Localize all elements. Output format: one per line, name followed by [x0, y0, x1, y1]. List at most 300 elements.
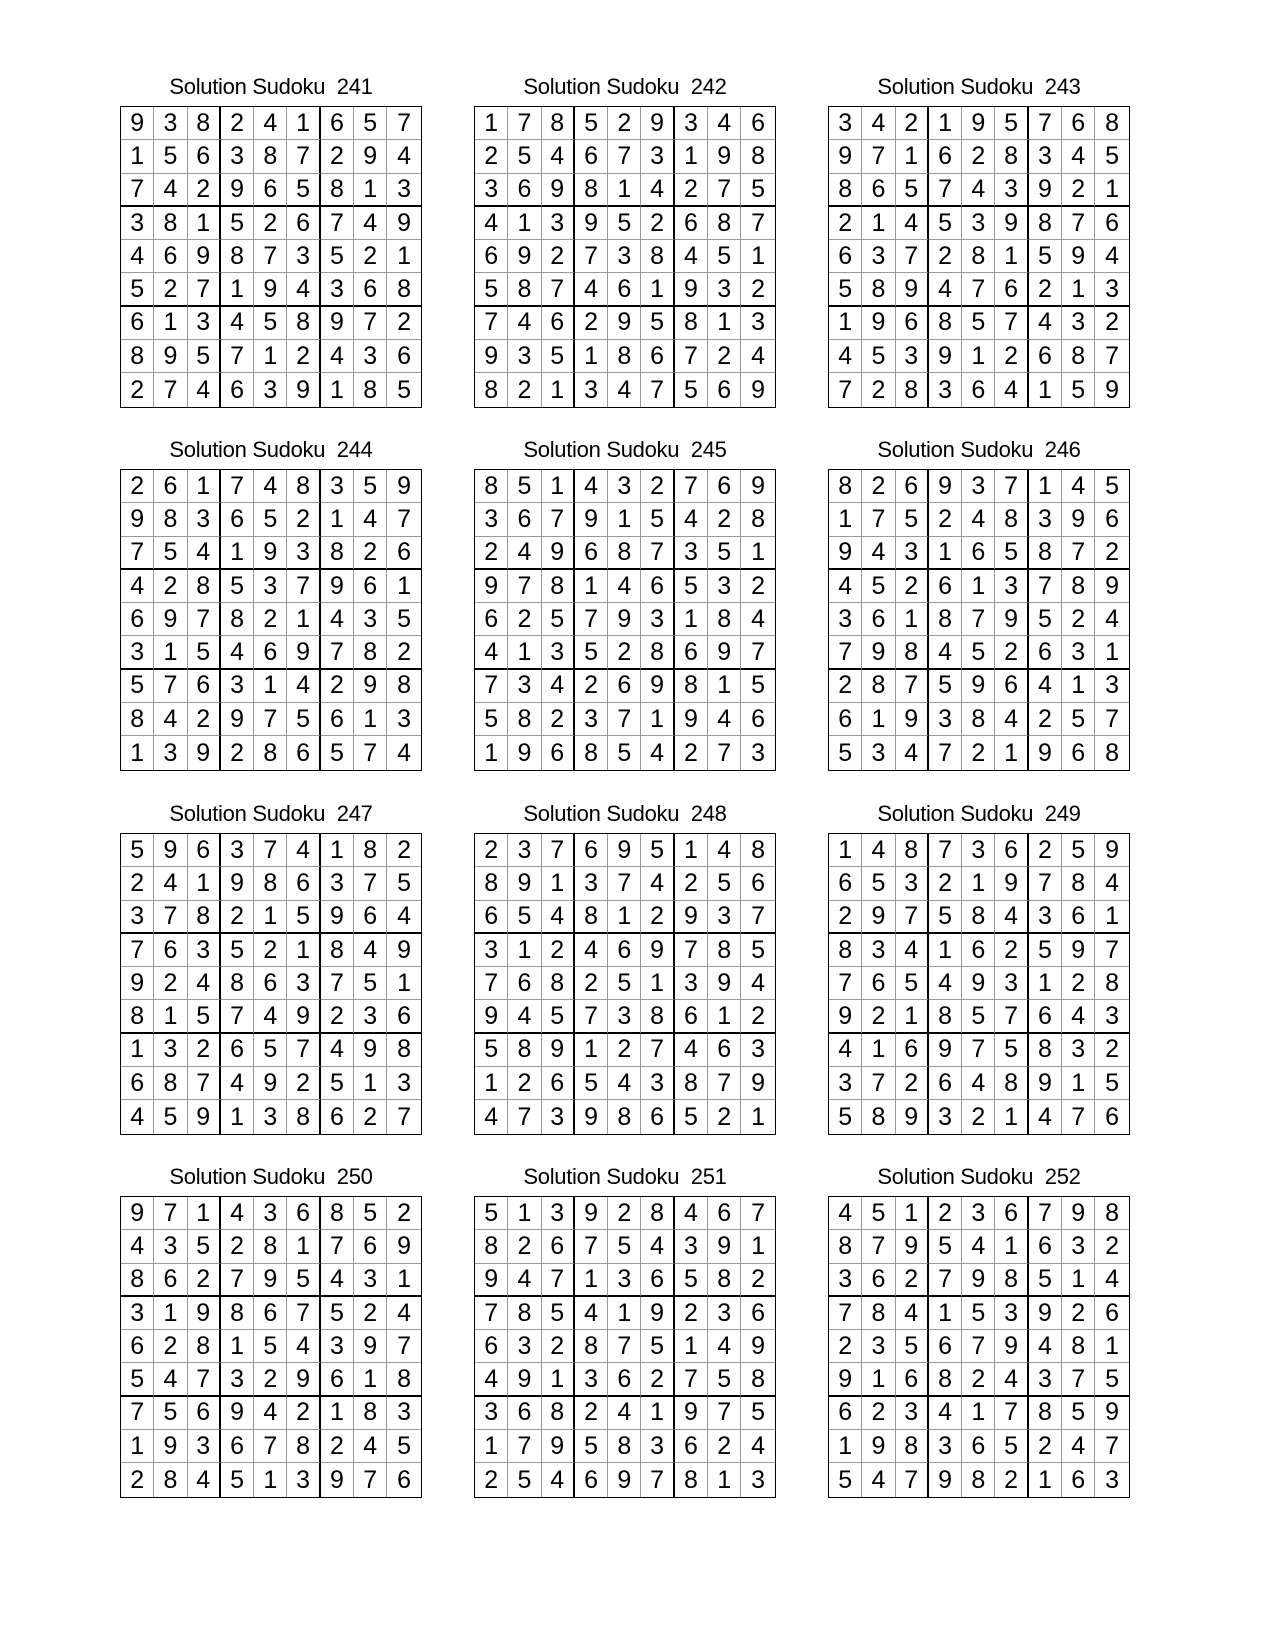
- grid-cell: 1: [387, 240, 420, 273]
- grid-cell: 1: [862, 207, 895, 240]
- grid-cell: 1: [741, 537, 774, 570]
- grid-cell: 4: [354, 934, 387, 967]
- grid-cell: 1: [542, 373, 575, 406]
- grid-cell: 2: [321, 140, 354, 173]
- puzzle-title: Solution Sudoku 247: [169, 801, 373, 826]
- grid-cell: 3: [287, 1463, 320, 1496]
- grid-cell: 7: [287, 140, 320, 173]
- grid-cell: 3: [287, 537, 320, 570]
- grid-cell: 2: [741, 570, 774, 603]
- grid-cell: 1: [608, 503, 641, 536]
- grid-cell: 1: [221, 537, 254, 570]
- grid-cell: 2: [896, 1264, 929, 1297]
- grid-cell: 1: [962, 570, 995, 603]
- grid-cell: 4: [829, 570, 862, 603]
- grid-cell: 7: [995, 307, 1028, 340]
- grid-cell: 1: [154, 636, 187, 669]
- grid-cell: 4: [1095, 1264, 1128, 1297]
- grid-cell: 4: [641, 174, 674, 207]
- grid-cell: 2: [1095, 537, 1128, 570]
- grid-cell: 4: [962, 503, 995, 536]
- grid-cell: 5: [608, 207, 641, 240]
- grid-cell: 3: [829, 603, 862, 636]
- grid-cell: 1: [929, 1297, 962, 1330]
- grid-cell: 9: [287, 636, 320, 669]
- puzzle-title: Solution Sudoku 251: [523, 1164, 727, 1189]
- grid-cell: 8: [929, 603, 962, 636]
- grid-cell: 4: [741, 1430, 774, 1463]
- grid-cell: 9: [929, 1463, 962, 1496]
- grid-cell: 3: [608, 470, 641, 503]
- grid-cell: 1: [929, 934, 962, 967]
- grid-cell: 5: [542, 340, 575, 373]
- grid-cell: 9: [896, 703, 929, 736]
- grid-cell: 3: [354, 340, 387, 373]
- grid-cell: 1: [708, 670, 741, 703]
- grid-cell: 6: [1029, 636, 1062, 669]
- grid-cell: 5: [708, 537, 741, 570]
- grid-cell: 3: [929, 1430, 962, 1463]
- grid-cell: 4: [221, 1197, 254, 1230]
- grid-cell: 2: [508, 1067, 541, 1100]
- grid-cell: 4: [542, 1463, 575, 1496]
- grid-cell: 4: [1095, 240, 1128, 273]
- grid-cell: 6: [1029, 340, 1062, 373]
- grid-cell: 6: [1062, 736, 1095, 769]
- grid-cell: 8: [1095, 107, 1128, 140]
- grid-cell: 7: [675, 340, 708, 373]
- grid-cell: 5: [221, 570, 254, 603]
- grid-cell: 7: [1029, 867, 1062, 900]
- grid-cell: 6: [287, 207, 320, 240]
- grid-cell: 3: [121, 636, 154, 669]
- grid-cell: 5: [221, 1463, 254, 1496]
- grid-cell: 8: [1029, 1397, 1062, 1430]
- grid-cell: 1: [862, 703, 895, 736]
- grid-cell: 2: [641, 207, 674, 240]
- grid-cell: 2: [188, 1034, 221, 1067]
- grid-cell: 6: [862, 603, 895, 636]
- grid-cell: 2: [1062, 603, 1095, 636]
- grid-cell: 5: [475, 273, 508, 306]
- grid-cell: 4: [1095, 603, 1128, 636]
- grid-cell: 8: [1062, 340, 1095, 373]
- grid-cell: 2: [254, 207, 287, 240]
- grid-cell: 3: [896, 340, 929, 373]
- grid-cell: 2: [708, 1430, 741, 1463]
- grid-cell: 8: [287, 1430, 320, 1463]
- grid-cell: 3: [154, 736, 187, 769]
- grid-cell: 3: [188, 1430, 221, 1463]
- grid-cell: 6: [575, 537, 608, 570]
- grid-cell: 5: [862, 570, 895, 603]
- grid-cell: 8: [188, 901, 221, 934]
- grid-cell: 6: [829, 867, 862, 900]
- grid-cell: 7: [1095, 934, 1128, 967]
- grid-cell: 9: [608, 307, 641, 340]
- grid-cell: 5: [675, 1100, 708, 1133]
- grid-cell: 2: [287, 1397, 320, 1430]
- grid-cell: 8: [321, 934, 354, 967]
- grid-cell: 3: [575, 867, 608, 900]
- grid-cell: 4: [354, 1430, 387, 1463]
- grid-cell: 8: [675, 1067, 708, 1100]
- grid-cell: 5: [254, 1034, 287, 1067]
- grid-cell: 9: [962, 967, 995, 1000]
- grid-cell: 4: [862, 834, 895, 867]
- grid-cell: 9: [896, 273, 929, 306]
- grid-cell: 6: [475, 901, 508, 934]
- grid-cell: 6: [475, 240, 508, 273]
- grid-cell: 4: [962, 1067, 995, 1100]
- grid-cell: 1: [188, 1197, 221, 1230]
- grid-cell: 5: [829, 1100, 862, 1133]
- grid-cell: 3: [542, 636, 575, 669]
- grid-cell: 5: [708, 867, 741, 900]
- grid-cell: 3: [542, 1100, 575, 1133]
- grid-cell: 2: [542, 240, 575, 273]
- grid-cell: 9: [154, 340, 187, 373]
- sudoku-grid: [474, 469, 776, 771]
- grid-cell: 6: [741, 867, 774, 900]
- grid-cell: 8: [1105, 738, 1119, 767]
- grid-cell: 7: [675, 934, 708, 967]
- grid-cell: 7: [862, 1230, 895, 1263]
- grid-cell: 7: [221, 1264, 254, 1297]
- grid-cell: 8: [387, 1034, 420, 1067]
- grid-cell: 1: [321, 834, 354, 867]
- grid-cell: 1: [608, 1297, 641, 1330]
- grid-cell: 8: [962, 703, 995, 736]
- grid-cell: 1: [829, 503, 862, 536]
- grid-cell: 4: [575, 1297, 608, 1330]
- grid-cell: 2: [287, 1067, 320, 1100]
- grid-cell: 2: [387, 834, 420, 867]
- grid-cell: 2: [188, 174, 221, 207]
- grid-cell: 9: [741, 470, 774, 503]
- grid-cell: 4: [508, 537, 541, 570]
- grid-cell: 8: [829, 174, 862, 207]
- grid-cell: 2: [1029, 273, 1062, 306]
- grid-cell: 1: [354, 174, 387, 207]
- grid-cell: 9: [675, 901, 708, 934]
- grid-cell: 5: [929, 901, 962, 934]
- grid-cell: 1: [121, 736, 154, 769]
- grid-cell: 1: [287, 603, 320, 636]
- grid-cell: 9: [188, 1297, 221, 1330]
- grid-cell: 1: [1095, 636, 1128, 669]
- grid-cell: 1: [641, 273, 674, 306]
- grid-cell: 9: [995, 1330, 1028, 1363]
- grid-cell: 4: [675, 1034, 708, 1067]
- grid-cell: 4: [929, 967, 962, 1000]
- grid-cell: 5: [962, 307, 995, 340]
- grid-cell: 8: [188, 107, 221, 140]
- grid-cell: 9: [608, 1463, 641, 1496]
- grid-cell: 9: [995, 207, 1028, 240]
- grid-cell: 7: [397, 1102, 411, 1131]
- grid-cell: 1: [475, 107, 508, 140]
- grid-cell: 6: [188, 670, 221, 703]
- grid-cell: 9: [575, 503, 608, 536]
- grid-cell: 2: [387, 307, 420, 340]
- grid-cell: 3: [354, 1000, 387, 1033]
- grid-cell: 5: [641, 503, 674, 536]
- grid-cell: 6: [287, 736, 320, 769]
- grid-cell: 8: [475, 373, 508, 406]
- grid-cell: 2: [608, 1034, 641, 1067]
- grid-cell: 4: [188, 373, 221, 406]
- grid-cell: 1: [575, 1264, 608, 1297]
- grid-cell: 4: [1029, 670, 1062, 703]
- sudoku-grid: [474, 106, 776, 408]
- grid-cell: 1: [475, 736, 508, 769]
- grid-cell: 9: [154, 603, 187, 636]
- grid-cell: 1: [995, 736, 1028, 769]
- grid-cell: 4: [608, 1397, 641, 1430]
- grid-cell: 6: [829, 1397, 862, 1430]
- grid-cell: 3: [154, 107, 187, 140]
- grid-cell: 8: [995, 140, 1028, 173]
- grid-cell: 6: [354, 570, 387, 603]
- grid-cell: 5: [287, 703, 320, 736]
- grid-cell: 1: [221, 1100, 254, 1133]
- grid-cell: 3: [188, 503, 221, 536]
- grid-cell: 6: [741, 107, 774, 140]
- grid-cell: 7: [641, 373, 674, 406]
- grid-cell: 8: [354, 373, 387, 406]
- grid-cell: 4: [397, 738, 411, 767]
- grid-cell: 2: [962, 1363, 995, 1396]
- grid-cell: 2: [121, 867, 154, 900]
- grid-cell: 3: [608, 1264, 641, 1297]
- grid-cell: 4: [221, 307, 254, 340]
- grid-cell: 7: [188, 603, 221, 636]
- grid-cell: 9: [829, 537, 862, 570]
- grid-cell: 6: [221, 503, 254, 536]
- grid-cell: 9: [896, 1100, 929, 1133]
- grid-cell: 8: [254, 867, 287, 900]
- sudoku-solution-12: [828, 1164, 1130, 1498]
- grid-cell: 4: [121, 1100, 154, 1133]
- grid-cell: 7: [675, 1363, 708, 1396]
- grid-cell: 2: [675, 1297, 708, 1330]
- grid-cell: 4: [829, 340, 862, 373]
- grid-cell: 5: [321, 736, 354, 769]
- grid-cell: 1: [287, 934, 320, 967]
- grid-cell: 4: [188, 1463, 221, 1496]
- grid-cell: 1: [254, 670, 287, 703]
- grid-cell: 3: [575, 1363, 608, 1396]
- grid-cell: 3: [475, 934, 508, 967]
- grid-cell: 4: [254, 1000, 287, 1033]
- grid-cell: 7: [575, 240, 608, 273]
- grid-cell: 6: [929, 1067, 962, 1100]
- grid-cell: 8: [1062, 867, 1095, 900]
- grid-cell: 5: [862, 1197, 895, 1230]
- grid-cell: 6: [121, 307, 154, 340]
- grid-cell: 9: [508, 867, 541, 900]
- grid-cell: 7: [1095, 703, 1128, 736]
- grid-cell: 5: [354, 967, 387, 1000]
- grid-cell: 4: [708, 1330, 741, 1363]
- grid-cell: 7: [154, 1197, 187, 1230]
- grid-cell: 9: [995, 603, 1028, 636]
- sudoku-grid: [474, 833, 776, 1135]
- grid-cell: 2: [1029, 1430, 1062, 1463]
- grid-cell: 7: [708, 174, 741, 207]
- puzzle-title: Solution Sudoku 243: [877, 74, 1081, 99]
- grid-cell: 7: [829, 967, 862, 1000]
- grid-cell: 9: [929, 470, 962, 503]
- grid-cell: 2: [542, 703, 575, 736]
- grid-cell: 8: [354, 1397, 387, 1430]
- grid-cell: 2: [354, 240, 387, 273]
- grid-cell: 2: [575, 967, 608, 1000]
- grid-cell: 1: [641, 967, 674, 1000]
- grid-cell: 2: [154, 967, 187, 1000]
- grid-cell: 4: [708, 703, 741, 736]
- grid-cell: 6: [641, 1264, 674, 1297]
- grid-cell: 8: [896, 834, 929, 867]
- grid-cell: 6: [542, 736, 575, 769]
- sudoku-solution-3: [828, 74, 1130, 408]
- puzzle-title: Solution Sudoku 245: [523, 437, 727, 462]
- grid-cell: 2: [1062, 967, 1095, 1000]
- grid-cell: 4: [321, 340, 354, 373]
- grid-cell: 7: [641, 1463, 674, 1496]
- grid-cell: 3: [708, 1297, 741, 1330]
- grid-cell: 5: [154, 1397, 187, 1430]
- grid-cell: 1: [995, 1100, 1028, 1133]
- grid-cell: 3: [995, 570, 1028, 603]
- grid-cell: 3: [475, 174, 508, 207]
- grid-cell: 3: [641, 140, 674, 173]
- grid-cell: 5: [929, 207, 962, 240]
- grid-cell: 6: [387, 340, 420, 373]
- grid-cell: 4: [254, 1397, 287, 1430]
- grid-cell: 4: [508, 307, 541, 340]
- grid-cell: 4: [1062, 1430, 1095, 1463]
- grid-cell: 7: [575, 1230, 608, 1263]
- grid-cell: 4: [1062, 1000, 1095, 1033]
- grid-cell: 8: [121, 340, 154, 373]
- grid-cell: 3: [962, 470, 995, 503]
- grid-cell: 8: [121, 703, 154, 736]
- grid-cell: 7: [829, 1297, 862, 1330]
- grid-cell: 9: [962, 670, 995, 703]
- grid-cell: 1: [741, 240, 774, 273]
- grid-cell: 9: [254, 537, 287, 570]
- grid-cell: 3: [608, 1000, 641, 1033]
- grid-cell: 7: [387, 503, 420, 536]
- grid-cell: 5: [1062, 1397, 1095, 1430]
- grid-cell: 4: [387, 1297, 420, 1330]
- grid-cell: 3: [1062, 1230, 1095, 1263]
- grid-cell: 7: [962, 1330, 995, 1363]
- grid-cell: 4: [475, 207, 508, 240]
- grid-cell: 9: [121, 503, 154, 536]
- grid-cell: 6: [221, 1034, 254, 1067]
- grid-cell: 6: [154, 470, 187, 503]
- grid-cell: 3: [896, 867, 929, 900]
- grid-cell: 7: [1062, 207, 1095, 240]
- grid-cell: 4: [995, 373, 1028, 406]
- grid-cell: 9: [1029, 736, 1062, 769]
- grid-cell: 4: [475, 1363, 508, 1396]
- grid-cell: 2: [641, 470, 674, 503]
- grid-cell: 8: [508, 1297, 541, 1330]
- grid-cell: 5: [321, 1297, 354, 1330]
- grid-cell: 9: [829, 140, 862, 173]
- grid-cell: 4: [995, 901, 1028, 934]
- grid-cell: 7: [708, 1067, 741, 1100]
- grid-cell: 2: [862, 470, 895, 503]
- grid-cell: 8: [221, 967, 254, 1000]
- grid-cell: 6: [121, 603, 154, 636]
- grid-cell: 9: [254, 1264, 287, 1297]
- grid-cell: 7: [741, 1197, 774, 1230]
- grid-cell: 4: [321, 1034, 354, 1067]
- grid-cell: 7: [287, 1297, 320, 1330]
- grid-cell: 8: [154, 503, 187, 536]
- grid-cell: 4: [575, 470, 608, 503]
- grid-cell: 9: [641, 1297, 674, 1330]
- grid-cell: 7: [575, 603, 608, 636]
- grid-cell: 6: [641, 570, 674, 603]
- grid-cell: 7: [321, 207, 354, 240]
- grid-cell: 4: [641, 1230, 674, 1263]
- grid-cell: 8: [154, 1067, 187, 1100]
- grid-cell: 6: [829, 703, 862, 736]
- grid-cell: 7: [1062, 1363, 1095, 1396]
- grid-cell: 2: [929, 867, 962, 900]
- grid-cell: 8: [862, 1297, 895, 1330]
- grid-cell: 5: [121, 273, 154, 306]
- grid-cell: 1: [508, 1197, 541, 1230]
- grid-cell: 5: [575, 636, 608, 669]
- grid-cell: 5: [221, 207, 254, 240]
- grid-cell: 6: [896, 307, 929, 340]
- grid-cell: 9: [221, 867, 254, 900]
- grid-cell: 8: [254, 1230, 287, 1263]
- grid-cell: 5: [287, 174, 320, 207]
- grid-cell: 1: [542, 867, 575, 900]
- grid-cell: 2: [508, 603, 541, 636]
- grid-cell: 7: [1029, 107, 1062, 140]
- grid-cell: 2: [575, 670, 608, 703]
- grid-cell: 9: [121, 1197, 154, 1230]
- grid-cell: 8: [542, 1397, 575, 1430]
- sudoku-grid: [120, 106, 422, 408]
- grid-cell: 3: [708, 901, 741, 934]
- grid-cell: 2: [575, 1397, 608, 1430]
- sudoku-solution-6: [828, 437, 1130, 771]
- grid-cell: 4: [354, 207, 387, 240]
- grid-cell: 6: [862, 174, 895, 207]
- grid-cell: 6: [354, 1230, 387, 1263]
- grid-cell: 4: [675, 240, 708, 273]
- grid-cell: 6: [188, 1397, 221, 1430]
- grid-cell: 6: [995, 273, 1028, 306]
- grid-cell: 7: [542, 273, 575, 306]
- grid-cell: 9: [741, 1330, 774, 1363]
- grid-cell: 8: [387, 1363, 420, 1396]
- grid-cell: 3: [354, 1264, 387, 1297]
- grid-cell: 8: [962, 901, 995, 934]
- grid-cell: 7: [862, 140, 895, 173]
- grid-cell: 9: [287, 1363, 320, 1396]
